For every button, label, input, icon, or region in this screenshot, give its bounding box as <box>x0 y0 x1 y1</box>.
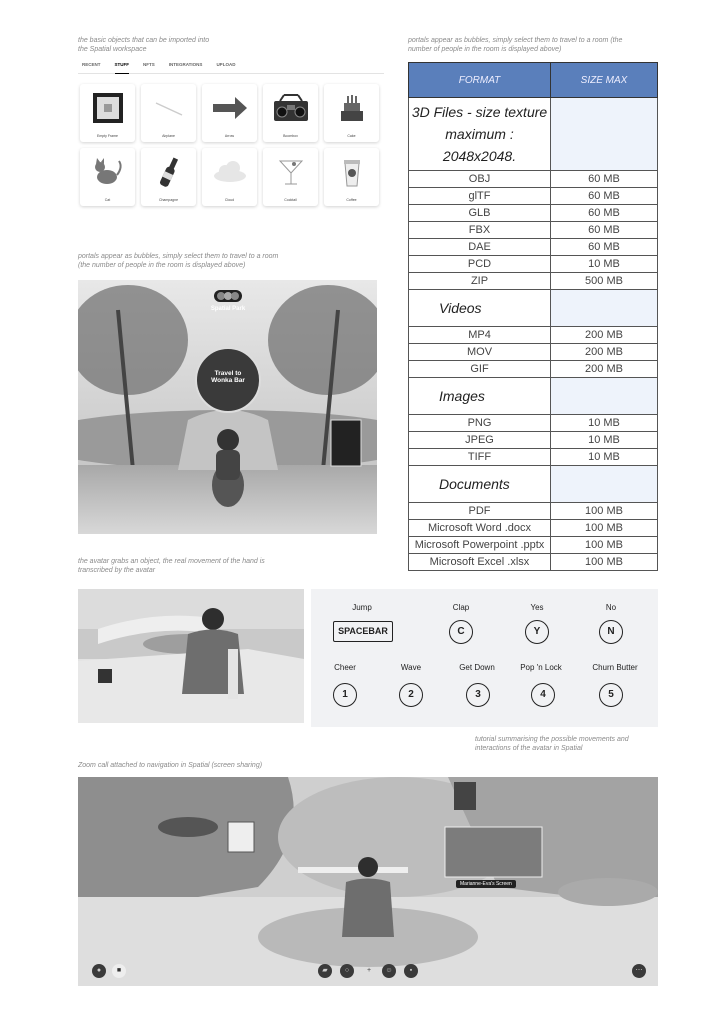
portal-screenshot <box>78 280 377 534</box>
tutorial-label-no: No <box>605 603 617 612</box>
folder-button[interactable] <box>318 964 332 978</box>
object-card-cloud[interactable]: Cloud <box>202 148 257 206</box>
tab-nfts[interactable]: NFTS <box>143 62 155 67</box>
table-row: Microsoft Word .docx 100 MB <box>409 520 658 537</box>
table-row: PNG 10 MB <box>409 415 658 432</box>
tab-upload[interactable]: UPLOAD <box>216 62 236 67</box>
table-row: MOV 200 MB <box>409 344 658 361</box>
table-header-size: SIZE MAX <box>551 63 658 98</box>
table-row: FBX 60 MB <box>409 222 658 239</box>
key-y: Y <box>525 620 549 644</box>
key-spacebar: SPACEBAR <box>333 621 393 642</box>
key-4: 4 <box>531 683 555 707</box>
section-3d: 3D Files - size texture maximum : 2048x2048. <box>409 98 551 171</box>
tutorial-label-clap: Clap <box>452 603 470 612</box>
tab-stuff[interactable]: STUFF <box>115 62 130 74</box>
portal-place-label: Spatial Park <box>210 306 246 312</box>
table-row: GLB 60 MB <box>409 205 658 222</box>
table-row: PDF 100 MB <box>409 503 658 520</box>
caption-portals-left: portals appear as bubbles, simply select them to travel to a room (the number of people in the room is displayed above) <box>78 253 279 269</box>
camera-button[interactable] <box>112 964 126 978</box>
section-documents: Documents <box>409 466 551 503</box>
stuff-panel <box>78 62 384 222</box>
champagne-icon <box>149 153 188 191</box>
tutorial-label-cheer: Cheer <box>334 663 356 672</box>
mic-button[interactable] <box>92 964 106 978</box>
table-row: glTF 60 MB <box>409 188 658 205</box>
table-row: GIF 200 MB <box>409 361 658 378</box>
boombox-icon <box>271 89 310 127</box>
table-row: Microsoft Excel .xlsx 100 MB <box>409 554 658 571</box>
cloud-icon <box>210 153 249 191</box>
arrow-icon <box>210 89 249 127</box>
caption-stuff: the basic objects that can be imported into the Spatial workspace <box>78 37 210 53</box>
table-header-format: FORMAT <box>409 63 551 98</box>
empty-frame-icon <box>88 89 127 127</box>
object-card-airplane[interactable]: Airplane <box>141 84 196 142</box>
object-card-coffee[interactable]: Coffee <box>324 148 379 206</box>
tutorial-label-pop-n-lock: Pop 'n Lock <box>520 663 562 672</box>
tutorial-label-wave: Wave <box>400 663 422 672</box>
zoom-screenshot <box>78 777 658 986</box>
folder-icon: ▰ <box>322 967 328 974</box>
search-button[interactable] <box>340 964 354 978</box>
plus-icon: + <box>366 967 372 974</box>
tutorial-label-jump: Jump <box>352 603 372 612</box>
tab-recent[interactable]: RECENT <box>82 62 101 67</box>
object-card-cocktail[interactable]: Cocktail <box>263 148 318 206</box>
cat-icon <box>88 153 127 191</box>
caption-portals-right: portals appear as bubbles, simply select them to travel to a room (the number of people in the room is displayed above) <box>408 37 623 53</box>
camera-icon: ■ <box>116 967 122 974</box>
cake-icon <box>332 89 371 127</box>
caption-avatar: the avatar grabs an object, the real movement of the hand is transcribed by the avatar <box>78 558 265 574</box>
tab-integrations[interactable]: INTEGRATIONS <box>168 62 203 67</box>
portal-scene-illustration <box>78 280 377 534</box>
key-2: 2 <box>399 683 423 707</box>
tutorial-label-churn-butter: Churn Butter <box>592 663 638 672</box>
stuff-tabs <box>78 62 384 74</box>
tutorial-label-yes: Yes <box>530 603 544 612</box>
avatar-scene-illustration <box>78 589 304 723</box>
key-1: 1 <box>333 683 357 707</box>
caption-tutorial: tutorial summarising the possible movements and interactions of the avatar in Spatial <box>475 736 629 752</box>
mic-icon: ● <box>96 967 102 974</box>
object-card-arrow[interactable]: Arrow <box>202 84 257 142</box>
object-card-champagne[interactable]: Champagne <box>141 148 196 206</box>
search-icon: ○ <box>344 967 350 974</box>
portal-bubble[interactable]: Travel to Wonka Bar <box>211 370 245 384</box>
chat-button[interactable] <box>404 964 418 978</box>
chat-icon: ▪ <box>409 967 413 974</box>
tutorial-panel <box>311 589 658 727</box>
format-table <box>408 62 658 571</box>
table-row: Microsoft Powerpoint .pptx 100 MB <box>409 537 658 554</box>
section-images: Images <box>409 378 551 415</box>
object-card-boombox[interactable]: Boombox <box>263 84 318 142</box>
tutorial-label-get-down: Get Down <box>459 663 495 672</box>
emoji-icon: ☺ <box>385 967 393 974</box>
more-icon: ⋯ <box>635 967 643 974</box>
table-row: MP4 200 MB <box>409 327 658 344</box>
table-row: ZIP 500 MB <box>409 273 658 290</box>
table-row: OBJ 60 MB <box>409 171 658 188</box>
avatar-grab-screenshot <box>78 589 304 723</box>
emoji-button[interactable] <box>382 964 396 978</box>
shared-screen-label: Marianne-Eva's Screen <box>456 880 516 888</box>
cocktail-icon <box>271 153 310 191</box>
object-card-cat[interactable]: Cat <box>80 148 135 206</box>
table-row: TIFF 10 MB <box>409 449 658 466</box>
airplane-icon <box>149 89 188 127</box>
table-row: JPEG 10 MB <box>409 432 658 449</box>
zoom-scene-illustration <box>78 777 658 986</box>
key-n: N <box>599 620 623 644</box>
key-c: C <box>449 620 473 644</box>
key-3: 3 <box>466 683 490 707</box>
key-5: 5 <box>599 683 623 707</box>
section-videos: Videos <box>409 290 551 327</box>
table-row: PCD 10 MB <box>409 256 658 273</box>
coffee-icon <box>332 153 371 191</box>
caption-zoom: Zoom call attached to navigation in Spatial (screen sharing) <box>78 762 263 769</box>
object-grid <box>80 84 384 206</box>
add-button[interactable] <box>362 964 376 978</box>
more-button[interactable] <box>632 964 646 978</box>
object-card-cake[interactable]: Cake <box>324 84 379 142</box>
object-card-empty-frame[interactable]: Empty Frame <box>80 84 135 142</box>
table-row: DAE 60 MB <box>409 239 658 256</box>
